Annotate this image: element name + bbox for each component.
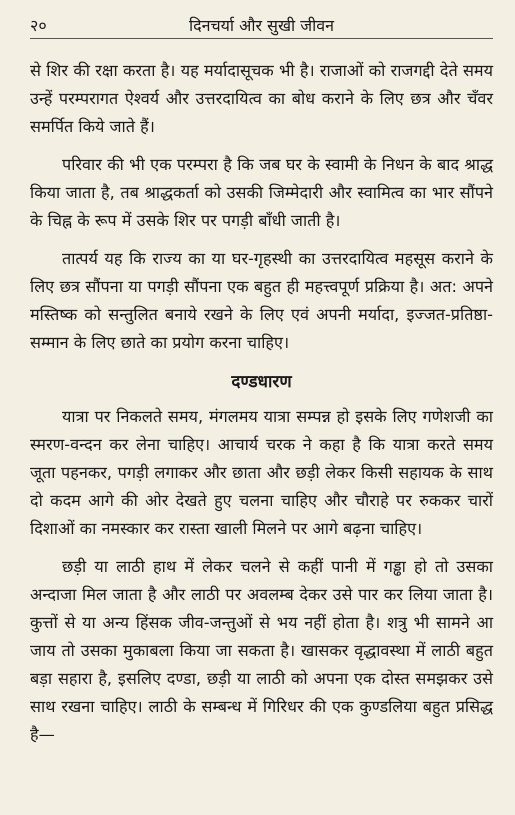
- paragraph-3: तात्पर्य यह कि राज्य का या घर-गृहस्थी का उत्तरदायित्व महसूस कराने के लिए छत्र सौंपना या पगड़ी सौंपना एक बहुत ही महत्त्वपूर्ण प्रक्रिया है। अत: अपने मस्तिष्क को सन्तुलित बनाये रखने के लिए एवं अपनी मर्यादा, इज्जत-प्रतिष्ठा-सम्मान के लिए छाते का प्रयोग करना चाहिए।: [30, 249, 493, 352]
- section-heading: दण्डधारण: [231, 372, 292, 392]
- running-header: [30, 8, 493, 39]
- paragraph-1: से शिर की रक्षा करता है। यह मर्यादासूचक भी है। राजाओं को राजगद्दी देते समय उन्हें परम्परागत ऐश्वर्य और उत्तरदायित्व का बोध कराने के लिए छत्र और चँवर समर्पित किये जाते हैं।: [30, 61, 493, 136]
- page-number: २०: [30, 16, 47, 35]
- paragraph-5: छड़ी या लाठी हाथ में लेकर चलने से कहीं पानी में गड्ढा हो तो उसका अन्दाजा मिल जाता है और लाठी पर अवलम्ब देकर उसे पार कर लिया जाता है। कुत्तों से या अन्य हिंसक जीव-जन्तुओं से भय नहीं होता है। शत्रु भी सामने आ जाय तो उसका मुकाबला किया जा सकता है। खासकर वृद्धावस्था में लाठी बहुत बड़ा सहारा है, इसलिए दण्डा, छड़ी या लाठी को अपना एक दोस्त समझकर उसे साथ रखना चाहिए। लाठी के सम्बन्ध में गिरिधर की एक कुण्डलिया बहुत प्रसिद्ध है—: [30, 557, 493, 744]
- paragraph-2: परिवार की भी एक परम्परा है कि जब घर के स्वामी के निधन के बाद श्राद्ध किया जाता है, तब श्राद्धकर्ता को उसकी जिम्मेदारी और स्वामित्व का भार सौंपने के चिह्न के रूप में उसके शिर पर पगड़ी बाँधी जाती है।: [30, 155, 493, 230]
- book-title: दिनचर्या और सुखी जीवन: [188, 16, 335, 35]
- paragraph-4: यात्रा पर निकलते समय, मंगलमय यात्रा सम्पन्न हो इसके लिए गणेशजी का स्मरण-वन्दन कर लेना चाहिए। आचार्य चरक ने कहा है कि यात्रा करते समय जूता पहनकर, पगड़ी लगाकर और छाता और छड़ी लेकर किसी सहायक के साथ दो कदम आगे की ओर देखते हुए चलना चाहिए और चौराहे पर रुककर चारों दिशाओं का नमस्कार कर रास्ता खाली मिलने पर आगे बढ़ना चाहिए।: [30, 407, 493, 538]
